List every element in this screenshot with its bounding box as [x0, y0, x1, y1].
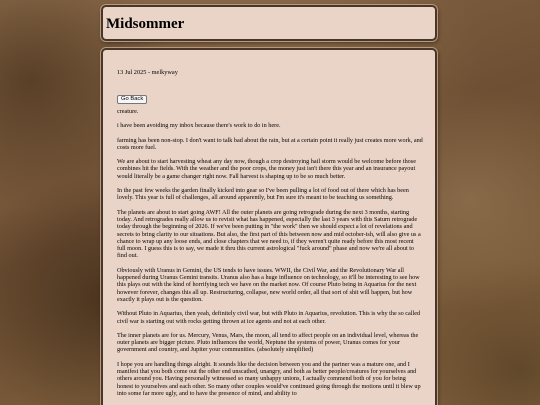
post-meta: 13 Jul 2025 - melkyway: [117, 69, 178, 76]
site-title-link[interactable]: Midsommer: [106, 16, 185, 32]
letter-paragraph: farming has been non-stop. I don't want to talk bad about the rain, but at a certain point it really just creates more work, and costs more fuel.: [117, 136, 423, 151]
letter-content: [117, 69, 423, 404]
letter-paragraph: Obviously with Uranus in Gemini, the US tends to have issues. WWII, the Civil War, and the Revolutionary War all happened during Uranus Gemini transits. Uranus also has a huge influence on technology, so it'll be interesting to see how this plays out with the kind of horrifying tech we have on the market now. Of course Pluto being in Aquarius for the next however forever, changes this all up. Restructuring, collapse, new world order, all that sort of shit will happen, but how exactly it plays out is the question.: [117, 266, 420, 303]
letter-paragraph: i have been avoiding my inbox because there's work to do in here.: [117, 122, 281, 130]
letter-panel: [101, 48, 437, 405]
letter-paragraph: The planets are about to start going AWF! All the outer planets are going retrograde during the next 3 months, starting today. And retrogrades really allow us to revisit what has happened, especially the last 3 years with this Saturn retrograde today through the beginning of 2026. If we've been putting in "the work" then we should expect a lot of revelations and secrets to bring clarity to our situations. But also, the first part of this between now and mid october-ish, will also give us a chance to wrap up any loose ends, and close chapters that we need to, if they weren't quite ready before this most recent full moon. I guess this is to say, we made it thru this current astrological "fuck around" phase and now we're all about to find out.: [117, 208, 421, 260]
letter-paragraph: Without Pluto in Aquarius, then yeah, definitely civil war, but with Pluto in Aquarius, revolution. This is why the so called civil war is starting out with rocks getting thrown at ice agents and not at each other.: [117, 310, 421, 325]
site-header: [101, 5, 437, 41]
letter-paragraph: I hope you are handling things alright. It sounds like the decision between you and the partner was a mature one, and I manifest that you both come out the other end unscathed, unangry, and both as better people/creatures for yourselves and others around you. Having personally witnessed so many unhappy unions, I actually commend both of you for being honest to yourselves and each other. So many other couples would've continued going through the motions until it blew up into some far more ugly, and to have the presence of mind, and ability to: [117, 360, 421, 397]
go-back-button[interactable]: Go Back: [117, 95, 147, 104]
letter-paragraph: creature.: [117, 108, 139, 115]
letter-paragraph: In the past few weeks the garden finally kicked into gear so I've been pulling a lot of food out of there which has been lovely. This year is full of challenges, all around apparently, but I'm sure it's meant to be teaching us something.: [117, 187, 409, 202]
letter-paragraph: The inner planets are for us. Mercury, Venus, Mars, the moon, all tend to affect people on an individual level, whereas the outer planets are bigger picture. Pluto influences the world, Neptune the systems of power, Uranus comes for your government and country, and Jupiter your communities. (absolutely simplified): [117, 331, 419, 354]
letter-paragraph: We are about to start harvesting wheat any day now, though a crop destroying hail storm would be welcome before those combines hit the fields. With the weather and the poor crops, the money just isn't there this year and an insurance payout would literally be a game changer right now. Fall harvest is shaping up to be so much better.: [117, 158, 416, 180]
